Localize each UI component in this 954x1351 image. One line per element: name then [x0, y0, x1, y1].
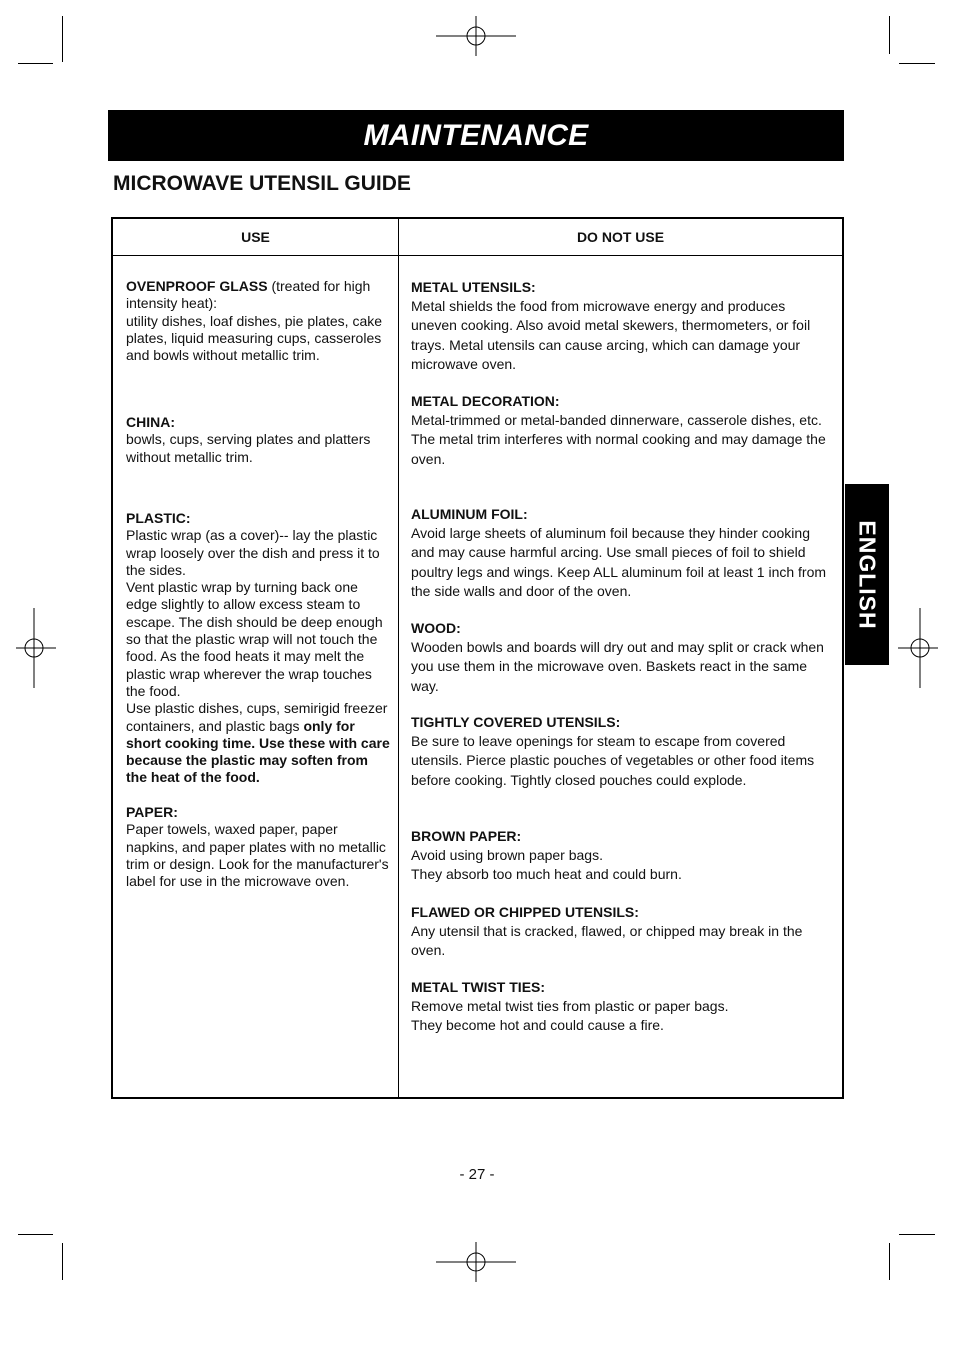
item-body: Wooden bowls and boards will dry out and may split or crack when you use them in the microwave oven. Baskets react in the same way. [411, 639, 824, 694]
item-body: Metal-trimmed or metal-banded dinnerware, casserole dishes, etc. The metal trim interferes with normal cooking and may damage the oven. [411, 412, 826, 467]
table-header-row [113, 219, 842, 256]
item-body: utility dishes, loaf dishes, pie plates, cake plates, liquid measuring cups, casseroles and bowls without metallic trim. [126, 312, 383, 364]
do-not-use-column-header: DO NOT USE [576, 229, 665, 245]
avoid-item-flawed [411, 903, 831, 961]
item-body: Plastic wrap (as a cover)-- lay the plastic wrap loosely over the dish and press it to the sides. [126, 527, 380, 578]
item-heading: OVENPROOF GLASS [126, 278, 268, 294]
crop-mark [899, 63, 935, 64]
use-item-paper [126, 804, 390, 890]
item-body: They absorb too much heat and could burn. [411, 866, 682, 883]
crop-mark [899, 1234, 935, 1235]
crop-mark [62, 16, 63, 62]
use-item-china [126, 414, 390, 466]
avoid-item-tightly-covered [411, 713, 831, 790]
utensil-guide-table [111, 217, 844, 1099]
item-body: Metal shields the food from microwave energy and produces uneven cooking. Also avoid metal skewers, thermometers, or foil trays. Metal utensils can cause arcing, which can damage your microwave oven. [411, 298, 811, 372]
item-body: Avoid large sheets of aluminum foil because they hinder cooking and may cause harmful arcing. Use small pieces of foil to shield poultry legs and wings. Keep ALL aluminum foil at least 1 inch from the side walls and door of the oven. [411, 525, 827, 599]
use-item-plastic [126, 510, 390, 787]
item-heading: METAL TWIST TIES: [411, 979, 546, 995]
item-body: bowls, cups, serving plates and platters without metallic trim. [126, 431, 371, 465]
item-heading: METAL DECORATION: [411, 393, 560, 409]
use-item-ovenproof-glass [126, 278, 390, 364]
language-tab [845, 484, 889, 665]
item-heading: METAL UTENSILS: [411, 279, 536, 295]
avoid-item-wood [411, 619, 831, 696]
avoid-item-brown-paper [411, 827, 831, 885]
avoid-item-metal-utensils [411, 278, 831, 374]
item-body: They become hot and could cause a fire. [411, 1017, 664, 1034]
item-body: Be sure to leave openings for steam to escape from covered utensils. Pierce plastic pouches of vegetables or other food items before cooking. Tightly closed pouches could explode. [411, 733, 815, 788]
crop-mark [889, 1243, 890, 1280]
item-heading: TIGHTLY COVERED UTENSILS: [411, 714, 621, 730]
item-heading: ALUMINUM FOIL: [411, 506, 528, 522]
item-body: Paper towels, waxed paper, paper napkins, and paper plates with no metallic trim or design. Look for the manufacturer's label for use in the microwave oven. [126, 821, 389, 890]
crop-mark [62, 1243, 63, 1280]
language-tab-label: ENGLISH [854, 519, 881, 630]
avoid-item-aluminum-foil [411, 505, 831, 601]
crop-mark [18, 1234, 53, 1235]
item-body: Use plastic dishes, cups, semirigid freezer containers, and plastic bags [126, 700, 388, 734]
column-divider [398, 219, 399, 1097]
item-heading: PAPER: [126, 804, 178, 820]
crop-mark [18, 63, 53, 64]
item-heading: FLAWED OR CHIPPED UTENSILS: [411, 904, 639, 920]
registration-mark-icon [898, 608, 938, 688]
item-body: Remove metal twist ties from plastic or paper bags. [411, 998, 729, 1015]
item-body: Any utensil that is cracked, flawed, or chipped may break in the oven. [411, 923, 803, 959]
registration-mark-icon [16, 608, 56, 688]
avoid-item-metal-decoration [411, 392, 831, 469]
item-warning: only for short cooking time. Use these with care because the plastic may soften from the heat of the food. [126, 717, 390, 786]
crop-mark [889, 16, 890, 54]
avoid-item-twist-ties [411, 978, 831, 1036]
item-body: Vent plastic wrap by turning back one edge slightly to allow excess steam to escape. The dish should be deep enough so that the plastic wrap will not touch the food. As the food heats it may melt the plastic wrap wherever the wrap touches the food. [126, 579, 383, 699]
item-heading-suffix: (treated for high intensity heat): [126, 278, 371, 312]
page-number: - 27 - [459, 1166, 495, 1183]
page-title: MAINTENANCE [363, 119, 589, 152]
item-heading: WOOD: [411, 620, 461, 636]
title-banner [108, 110, 844, 161]
section-subtitle: MICROWAVE UTENSIL GUIDE [113, 172, 411, 195]
item-heading: PLASTIC: [126, 510, 191, 526]
item-heading: BROWN PAPER: [411, 828, 522, 844]
registration-mark-icon [436, 16, 516, 56]
registration-mark-icon [436, 1242, 516, 1282]
use-column-header: USE [241, 229, 270, 245]
item-heading: CHINA: [126, 414, 175, 430]
item-body: Avoid using brown paper bags. [411, 847, 603, 864]
